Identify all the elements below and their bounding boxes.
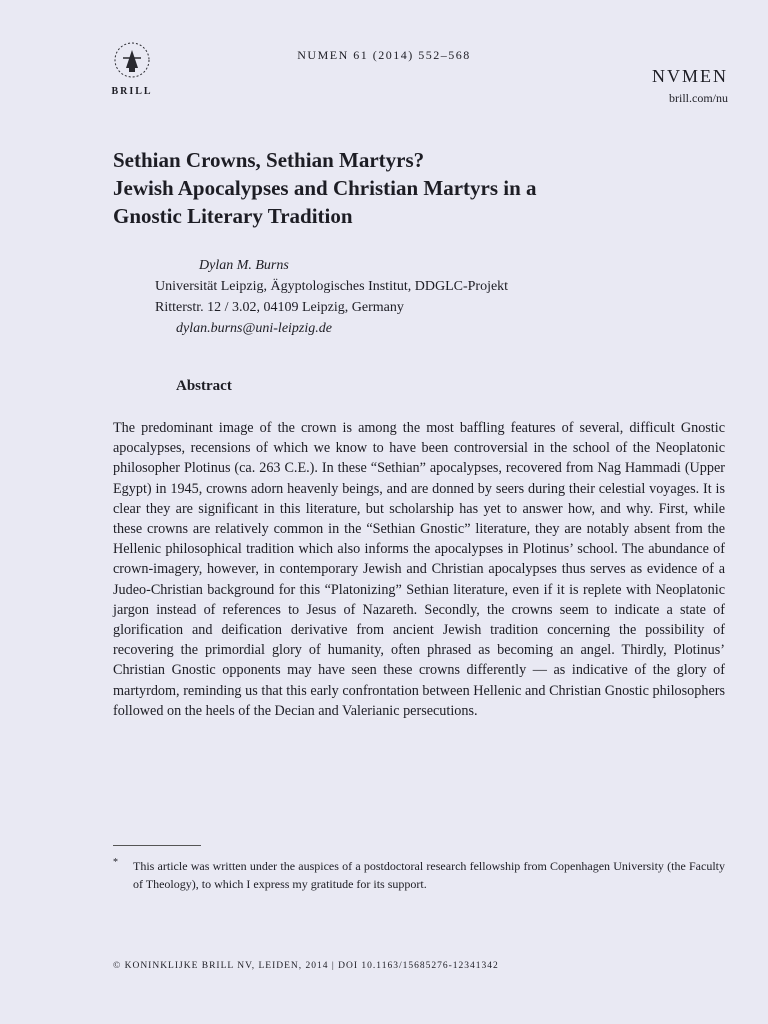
journal-name: NVMEN xyxy=(652,66,728,86)
publisher-word: BRILL xyxy=(111,86,153,97)
author-block xyxy=(155,255,715,339)
title-line: Sethian Crowns, Sethian Martyrs? xyxy=(113,148,425,172)
footnote-divider xyxy=(113,845,201,846)
journal-citation: NUMEN 61 (2014) 552–568 xyxy=(297,48,471,62)
author-name: Dylan M. Burns xyxy=(199,258,289,273)
abstract-heading: Abstract xyxy=(176,378,232,394)
footnote-text: This article was written under the auspices of a postdoctoral research fellowship from Copenhagen University (the Faculty of Theology), to which I express my gratitude for its support. xyxy=(133,859,725,891)
title-line: Jewish Apocalypses and Christian Martyrs in a xyxy=(113,176,537,200)
footnote xyxy=(113,857,725,893)
journal-url[interactable]: brill.com/nu xyxy=(669,91,728,105)
author-email[interactable]: dylan.burns@uni-leipzig.de xyxy=(176,321,332,336)
abstract-text: The predominant image of the crown is among the most baffling features of several, difficult Gnostic apocalypses, recensions of which we know to have been controversial in the school of the Neoplatonic philosopher Plotinus (ca. 263 C.E.). In these “Sethian” apocalypses, recovered from Nag Hammadi (Upper Egypt) in 1945, crowns adorn heavenly beings, and are donned by seers during their celestial voyages. It is clear they are significant in this literature, but scholarship has yet to answer how, and why. First, while these crowns are relatively common in the “Sethian Gnostic” literature, they are notably absent from the Hellenic philosophical tradition which also informs the apocalypses in Plotinus’ school. The abundance of crown-imagery, however, in contemporary Jewish and Christian apocalypses thus serves as evidence of a Judeo-Christian background for this “Platonizing” Sethian literature, even if it is replete with Neoplatonic jargon instead of references to Jesus of Nazareth. Secondly, the crowns seem to indicate a state of glorification and deification derivative from ancient Jewish tradition concerning the possibility of recovering the primordial glory of humanity, often phrased as becoming an angel. Thirdly, Plotinus’ Christian Gnostic opponents may have seen these crowns differently — as indicative of the glory of martyrdom, reminding us that this early confrontation between Hellenic and Christian Gnostic philosophers followed on the heels of the Decian and Valerianic persecutions. xyxy=(113,420,725,719)
affiliation-line: Ritterstr. 12 / 3.02, 04109 Leipzig, Germany xyxy=(155,300,404,315)
affiliation-line: Universität Leipzig, Ägyptologisches Institut, DDGLC-Projekt xyxy=(155,279,509,294)
article-title xyxy=(113,146,713,230)
footnote-mark: * xyxy=(113,857,118,868)
journal-brand xyxy=(652,66,728,106)
title-line: Gnostic Literary Tradition xyxy=(113,204,353,228)
copyright-line: © KONINKLIJKE BRILL NV, LEIDEN, 2014 | DOI 10.1163/15685276-12341342 xyxy=(113,961,499,971)
